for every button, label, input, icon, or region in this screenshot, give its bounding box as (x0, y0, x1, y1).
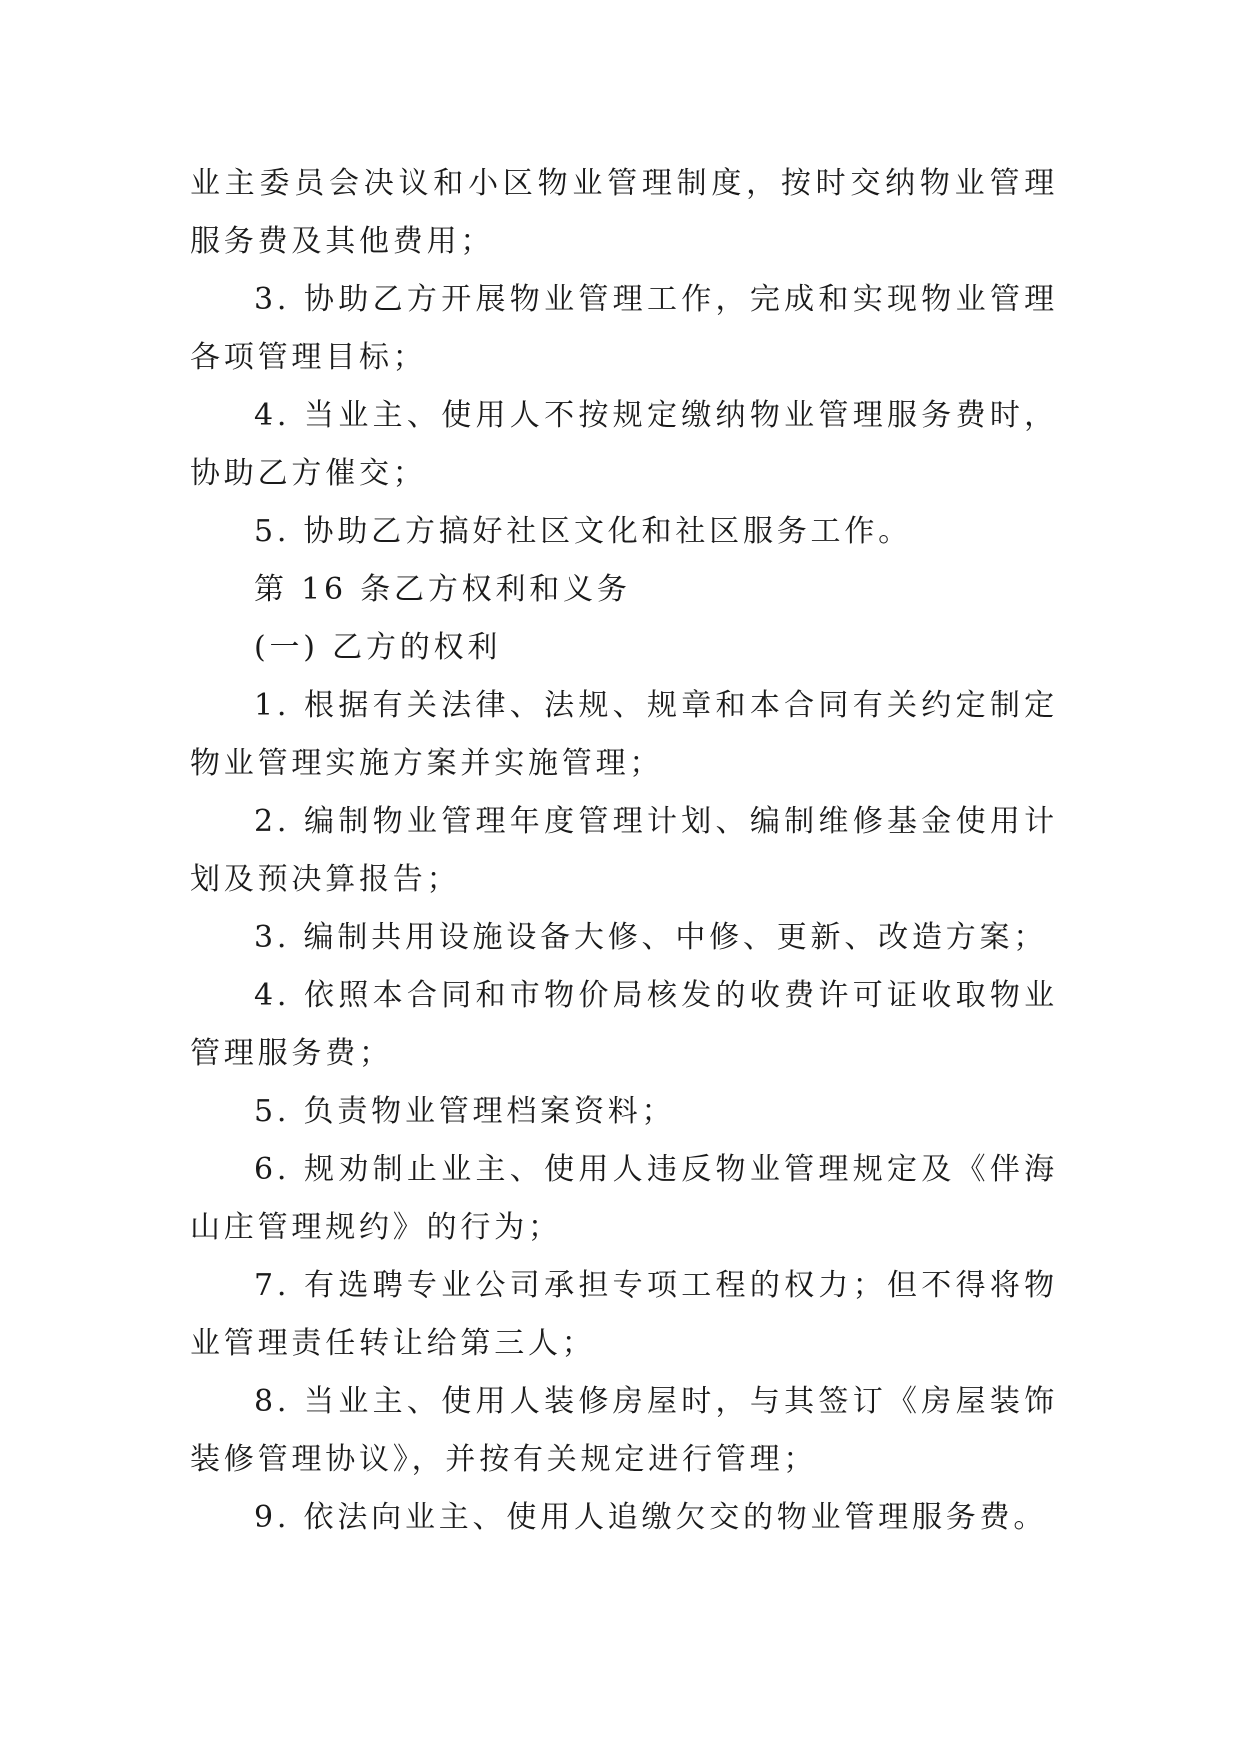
rights-item-2: 2. 编制物业管理年度管理计划、编制维修基金使用计划及预决算报告； (190, 804, 1058, 897)
rights-item-6: 6. 规劝制止业主、使用人违反物业管理规定及《伴海山庄管理规约》的行为； (190, 1152, 1058, 1245)
rights-item-5: 5. 负责物业管理档案资料； (254, 1094, 676, 1129)
rights-item-9: 9. 依法向业主、使用人追缴欠交的物业管理服务费。 (254, 1500, 1048, 1535)
paragraph-item-4: 4. 当业主、使用人不按规定缴纳物业管理服务费时，协助乙方催交； (190, 398, 1058, 491)
paragraph-item-5: 5. 协助乙方搞好社区文化和社区服务工作。 (254, 514, 912, 549)
document-body (190, 155, 1058, 1547)
paragraph-continuation: 业主委员会决议和小区物业管理制度，按时交纳物业管理服务费及其他费用； (190, 166, 1058, 259)
paragraph-item-3: 3. 协助乙方开展物业管理工作，完成和实现物业管理各项管理目标； (190, 282, 1058, 375)
rights-item-7: 7. 有选聘专业公司承担专项工程的权力；但不得将物业管理责任转让给第三人； (190, 1268, 1058, 1361)
rights-item-1: 1. 根据有关法律、法规、规章和本合同有关约定制定物业管理实施方案并实施管理； (190, 688, 1058, 781)
rights-item-3: 3. 编制共用设施设备大修、中修、更新、改造方案； (254, 920, 1048, 955)
rights-item-8: 8. 当业主、使用人装修房屋时，与其签订《房屋装饰装修管理协议》，并按有关规定进行管理； (190, 1384, 1058, 1477)
rights-item-4: 4. 依照本合同和市物价局核发的收费许可证收取物业管理服务费； (190, 978, 1058, 1071)
article-heading: 第 16 条乙方权利和义务 (254, 572, 631, 607)
section-heading: (一) 乙方的权利 (254, 630, 502, 665)
